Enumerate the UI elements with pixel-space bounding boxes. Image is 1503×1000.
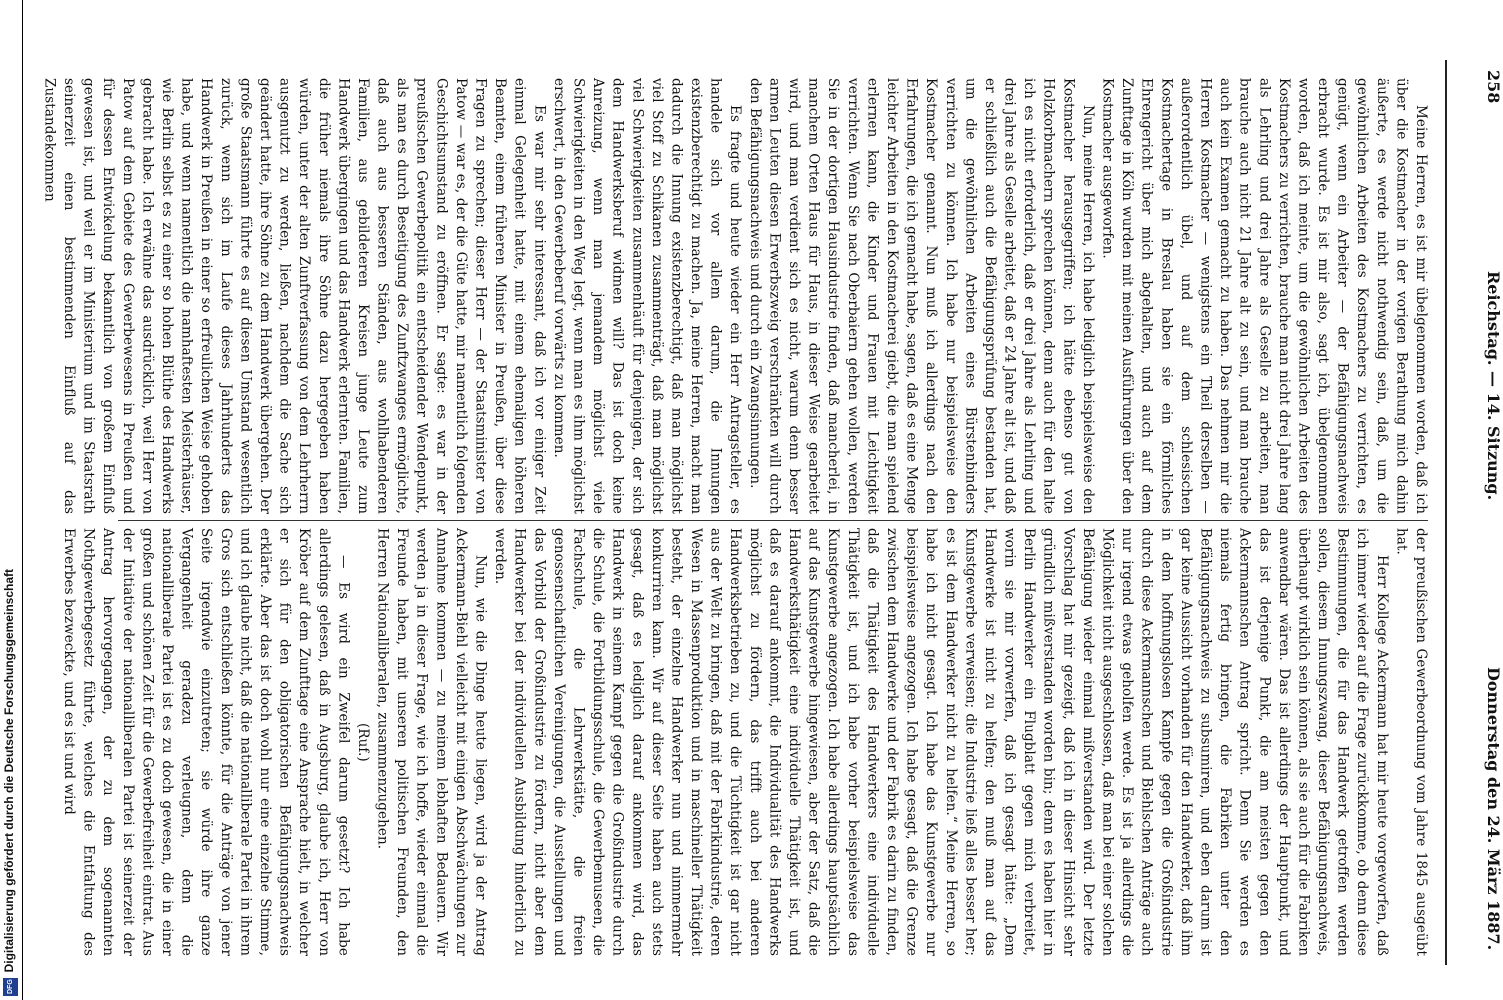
paragraph: — Es wird ein Zweifel darum gesetzt? Ich habe allerdings gelesen, daß in Augsburg, glaube ich, Herr von Kröber auf dem Zunfttage eine Ansprache hielt, in welcher er sich für den obligatorischen Befähigungsnachweis erklärte. Aber das ist doch wohl nur eine einzelne Stimme, und ich glaube nicht, daß die nationalliberale Partei in ihrem Gros sich entschließen könnte, für die Anträge von jener Seite irgendwie einzutreten; sie würde ihre ganze Vergangenheit geradezu verleugnen, denn die nationalliberale Partei ist es zu doch gewesen, die in einer großen und schönen Zeit für die Gewerbefreiheit eintrat. Aus der Initiative der nationalliberalen Partei ist seinerzeit der Antrag hervorgegangen, der zu dem sogenannten Nothgewerbegesetz führte, welches die Entfaltung des Erwerbes bezweckte, und es ist und wird [61,528,352,956]
lower-column [61,528,1430,956]
paragraph: der preußischen Gewerbeordnung vom Jahre 1845 ausgeübt hat. [1393,528,1429,956]
paragraph: Nun, wie die Dinge heute liegen, wird ja der Antrag Ackermann-Biehl vielleicht mit einigen Abschwächungen zur Annahme kommen — zu meinem lebhaften Bedauern. Wir werden ja in dieser Frage, wie ich hoffe, wieder einmal die Freunde haben, mit unseren politischen Freunden, den Herren Nationalliberalen, zusammenzugehen. [374,528,489,956]
header-date: Donnerstag den 24. März 1887. [1484,666,1503,950]
paragraph: Herr Kollege Ackermann hat mir heute vorgeworfen, daß ich immer wieder auf die Frage zurückkomme, ob denn diese Bestimmungen, die für das Handwerk getroffen werden sollen, diesem Innungszwang, dieser Befähigungsnachweis, überhaupt wirklich sein können, als sie auch für die Fabriken anwendbar wären. Das ist allerdings der Hauptpunkt, und das ist derjenige Punkt, die am meisten gegen den Ackermannschen Antrag spricht. Denn Sie werden es niemals fertig bringen, die Fabriken unter den Befähigungsnachweis zu subsumiren, und eben darum ist gar keine Aussicht vorhanden für den Handwerker, daß ihm in dem hoffnungslosen Kampfe gegen die Großindustrie durch diese Ackermannschen und Biehlschen Anträge auch nur irgend etwas geholfen werde. Es ist ja allerdings die Möglichkeit nicht ausgeschlossen, daß man bei einer solchen Befähigung wieder einmal mißverstanden wird. Der letzte Vorschlag hat mir gezeigt, daß ich in dieser Hinsicht sehr gründlich mißverstanden worden bin; denn es haben hier in Berlin Handwerker ein Flugblatt gegen mich verbreitet, worin sie mir vorwerfen, daß ich gesagt hätte: „Dem Handwerke ist nicht zu helfen; den muß man auf das Kunstgewerbe verweisen; die Industrie ließ alles besser her; es ist dem Handwerker nicht zu helfen.“ Meine Herren, so habe ich nicht gesagt. Ich habe das Kunstgewerbe nur beispielsweise angezogen. Ich habe gesagt, daß die Grenze zwischen dem Handwerke und der Fabrik es darin zu finden, daß die Thätigkeit des Handwerkers eine individuelle Thätigkeit ist, und ich habe vorher beispielsweise das Kunstgewerbe angezogen. Ich habe allerdings hauptsächlich auf das Kunstgewerbe hingewiesen, aber der Satz, daß die Handwerksthätigkeit eine individuelle Thätigkeit ist, und daß es darauf ankommt, die Individualität des Handwerks möglichst zu fördern, das trifft auch bei anderen Handwerksbetrieben zu, und die Tüchtigkeit ist gar nicht aus der Welt zu bringen, daß mit der Fabrikindustrie, deren Wesen in Massenproduktion und in maschineller Thätigkeit besteht, der einzelne Handwerker nun und nimmermehr konkurriren kann. Wir auf dieser Seite haben auch stets gesagt, daß es lediglich darauf ankommen wird, das Handwerk in seinem Kampf gegen die Großindustrie durch die Schule, die Fortbildungsschule, die Gewerbemuseen, die Fachschule, die Lehrwerkstätte, die freien genossenschaftlichen Vereinigungen, die Ausstellungen und das Vorbild der Großindustrie zu fördern, nicht aber dem Handwerker bei der individuellen Ausbildung hinderlich zu werden. [492,528,1390,956]
upper-column [41,78,1430,514]
paragraph: Es war mir sehr interessant, daß ich vor einiger Zeit einmal Gelegenheit hatte, mit einem ehemaligen höheren Beamten, einem früheren Minister in Preußen, über diese Fragen zu sprechen; dieser Herr — der Staatsminister von Patow — war es, der die Güte hatte, mir namentlich folgenden Geschichtsumstand zu eröffnen. Er sagte: es war in der preußischen Gewerbepolitik ein entscheidender Wendepunkt, als man es durch Beseitigung des Zunftzwanges ermöglichte, daß auch aus besseren Ständen, aus wohlhabenderen Familien, aus gebildeteren Kreisen junge Leute zum Handwerk übergingen und das Handwerk erlernten. Familien, die früher niemals ihre Söhne dazu hergegeben haben würden, unter der alten Zunftverfassung von dem Lehrherrn ausgenutzt zu werden, ließen, nachdem die Sache sich geändert hatte, ihre Söhne zu dem Handwerk übergehen. Der große Staatsmann führte es auf diesen Umstand wesentlich zurück, wenn sich im Laufe dieses Jahrhunderts das Handwerk in Preußen in einer so erfreulichen Weise gehoben habe, und wenn namentlich die namhaftesten Meisterhäuser, wie Berlin selbst es zu einer so hohen Blüthe des Handwerks gebracht habe. Ich erwähne das ausdrücklich, weil Herr von Patow auf dem Gebiete des Gewerbewesens in Preußen und für dessen Entwickelung bekanntlich von großem Einfluß gewesen ist, und weil er im Ministerium und im Staatsrath seinerzeit einen bestimmenden Einfluß auf das Zustandekommen [41,78,548,514]
column-divider [118,520,1428,521]
digitization-note: Digitalisierung gefördert durch die Deutsche Forschungsgemeinschaft [2,568,16,972]
page-number: 258 [1484,70,1503,104]
dfg-logo-icon: DFG [3,978,18,996]
page [41,0,1503,1000]
paragraph: (Ruf.) [354,722,371,762]
digitization-footer [0,0,23,1000]
paragraph: Nun, meine Herren, ich habe lediglich beispielsweise den Kostmacher herausgegriffen; ich hätte ebenso gut von Holzkorbmachern sprechen können, denn auch für den halte ich es nicht erforderlich, daß er drei Jahre als Lehrling und drei Jahre als Geselle arbeitet, daß er 24 Jahre alt ist, und daß er schließlich auch die Befähigungsprüfung bestanden hat, um die gewöhnlichen Arbeiten eines Bürstenbinders verrichten zu können. Ich habe nur beispielsweise den Kostmacher genannt. Nun muß ich allerdings nach den Erfahrungen, die ich gemacht habe, sagen, daß es eine Menge leichter Arbeiten in den Kostmacherei giebt, die man spielend erlernen kann, die Kinder und Frauen mit Leichtigkeit verrichten. Wenn Sie nach Oberbaiern gehen wollen, werden Sie in der dortigen Hausindustrie finden, daß mancherlei, in manchem Orten Haus für Haus, in dieser Weise gearbeitet wird, und man verdient sich es nicht, warum denn besser armen Leuten diesen Erwerbszweig verschränkten will durch den Befähigungsnachweis und durch ein Zwangsinnungen. [746,78,1096,514]
header-title: Reichstag. — 14. Sitzung. [1484,270,1503,500]
running-header [1484,70,1503,950]
paragraph: Es fragte und heute wieder ein Herr Antragsteller, es handele sich vor allem darum, die Innungen existenzberechtigt zu machen. Ja, meine Herren, macht man dadurch die Innung existenzberechtigt, daß man möglichst viel Stoff zu Schikanen zusammenträgt, daß man möglichst viel Schwierigkeiten zusammenhäuft für denjenigen, der sich dem Handwerksberuf widmen will? Das ist doch keine Anreizung, wenn man jemandem möglichst viele Schwierigkeiten in den Weg legt, wenn man es ihm möglichst erschwert, in den Gewerbeberuf vorwärts zu kommen. [550,78,744,514]
paragraph: Meine Herren, es ist mir übelgenommen worden, daß ich über die Kostmacher in der vorigen Berathung mich dahin äußerte, es werde nicht nothwendig sein, daß, um die gewöhnlichen Arbeiten des Kostmachers zu verrichten, es genügt, wenn ein Arbeiter — der Befähigungsnachweis erbracht wurde. Es ist mir also, sagt ich, übelgenommen worden, daß ich meinte, um die gewöhnlichen Arbeiten des Kostmachers zu verrichten, brauche man nicht drei Jahre lang als Lehrling und drei Jahre als Geselle zu arbeiten, man brauche auch nicht 21 Jahre alt zu sein, und man brauche auch kein Examen gemacht zu haben. Das nehmen mir die Herren Kostmacher — wenigstens ein Theil derselben — außerordentlich übel, und auf dem schlesischen Kostmachertage in Breslau haben sie ein förmliches Ehrengericht über mich abgehalten, und auch auf dem Zunfttage in Köln wurden mit meinen Ausführungen über den Kostmacher ausgeworfen. [1099,78,1429,514]
header-rule [1445,60,1447,965]
